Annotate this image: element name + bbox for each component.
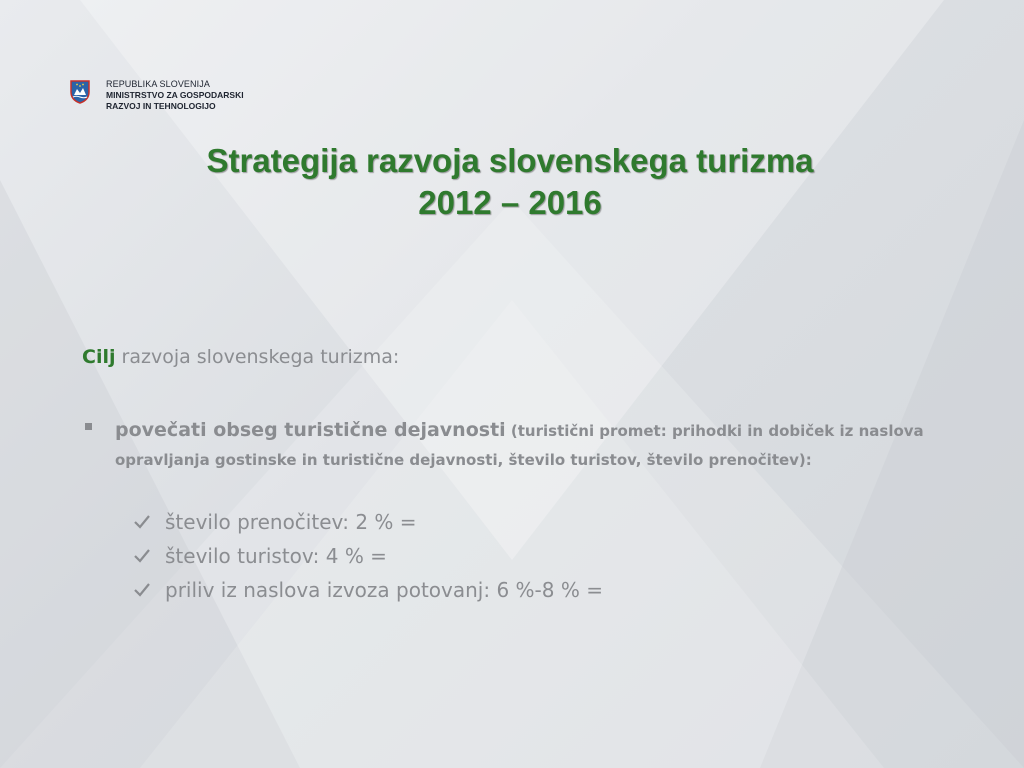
logo-text	[106, 79, 244, 112]
check-item-text: število turistov: 4 % =	[165, 544, 387, 568]
goal-heading	[82, 346, 399, 368]
check-item	[133, 539, 603, 573]
bullet-main-text: povečati obseg turistične dejavnosti	[115, 419, 506, 441]
logo-line-republic: REPUBLIKA SLOVENIJA	[106, 79, 210, 89]
bullet-body	[115, 416, 962, 475]
checkmark-icon	[133, 581, 151, 599]
ministry-logo	[70, 79, 244, 112]
check-item	[133, 505, 603, 539]
bullet-item	[82, 416, 962, 475]
checkmark-icon	[133, 547, 151, 565]
logo-line-development: RAZVOJ IN TEHNOLOGIJO	[106, 101, 216, 111]
check-item	[133, 573, 603, 607]
goal-rest: razvoja slovenskega turizma:	[115, 346, 400, 368]
check-item-text: število prenočitev: 2 % =	[165, 510, 417, 534]
slovenia-coat-of-arms-icon	[70, 80, 90, 104]
title-line-1: Strategija razvoja slovenskega turizma	[206, 142, 814, 179]
square-bullet-icon	[85, 423, 92, 430]
bullet-detail-text: (turistični promet: prihodki in dobiček iz naslova opravljanja gostinske in turistične dejavnosti, število turistov, število prenočitev):	[115, 422, 924, 469]
slide-title	[100, 140, 920, 224]
goal-key: Cilj	[82, 346, 116, 368]
logo-line-ministry: MINISTRSTVO ZA GOSPODARSKI	[106, 90, 244, 100]
check-item-text: priliv iz naslova izvoza potovanj: 6 %-8 % =	[165, 578, 603, 602]
check-list	[133, 505, 603, 607]
checkmark-icon	[133, 513, 151, 531]
title-line-2: 2012 – 2016	[418, 184, 602, 221]
